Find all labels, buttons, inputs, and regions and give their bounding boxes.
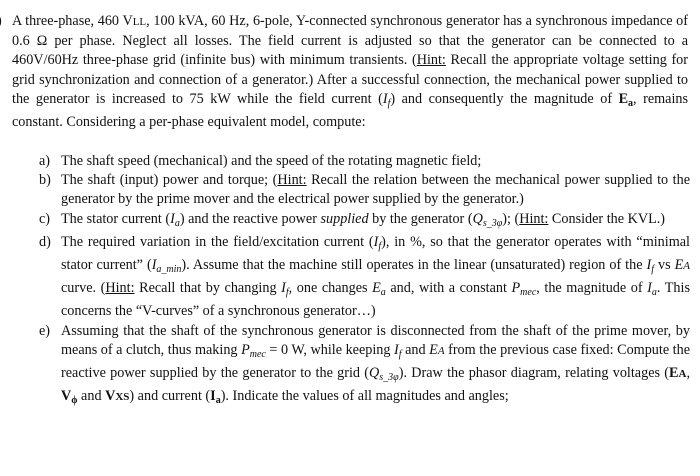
text-run: ). Assume that the machine still operates in the linear (unsaturated) region of the [181,257,647,274]
text-run: , remains constant. Considering a per-phase equivalent model, compute: [12,90,689,131]
text-run: , the magnitude of [536,280,648,297]
text-run: Recall the relation between the mechanical power supplied to the generator by the prime mover and the electrical power supplied by the generator.) [61,172,690,208]
text-run: Q [472,210,483,227]
text-run: , 100 kVA, 60 Hz, 6-pole, Y-connected synchronous generator has a synchronous impedance of 0.6 Ω per phase. Neglect all losses. The field current is adjusted so that the generator can be connected to a 460V/60Hz three-phase grid (infinite bus) with minimum transients. ( [12,13,688,69]
text-run: a [215,395,221,407]
text-run: supplied [320,210,369,227]
text-run: = 0 W, while keeping [265,341,395,358]
text-run: and [77,388,106,405]
text-run: I [646,257,652,274]
text-run: I [170,210,175,227]
text-run: ), in %, so that the generator operates with “minimal stator current” ( [61,233,690,274]
text-run: I [281,280,286,297]
text-run: f [387,97,391,109]
text-run: ); ( [502,210,520,227]
text-run: Hint: [519,210,549,227]
text-run: V [105,388,116,405]
text-run: by the generator ( [368,210,473,227]
text-run: E [669,365,679,382]
text-run: f [285,287,289,299]
text-run: Hint: [105,280,135,297]
text-run: mec [249,348,266,360]
question-item [39,171,690,209]
text-run: ) and consequently the magnitude of [390,90,619,107]
text-run: , [686,365,690,382]
question-label: b) [39,172,51,189]
text-run: Recall that by changing [134,280,282,297]
text-run: a [651,287,657,299]
text-run: Hint: [416,52,446,69]
text-run: f [398,348,402,360]
text-run: ). Indicate the values of all magnitudes and angles; [220,388,509,405]
intro-paragraph [0,12,688,132]
text-run: a [174,217,180,229]
text-run: V [61,388,72,405]
question-label: d) [39,233,51,250]
text-run: ) and current ( [129,388,211,405]
text-run: and, with a constant [385,280,512,297]
text-run: Consider the KVL.) [548,210,666,227]
cropped-number-marker [0,12,2,31]
text-run: Assuming that the shaft of the synchronous generator is disconnected from the shaft of the prime mover, by means of a clutch, thus making [61,322,690,358]
text-run: . This concerns the “V-curves” of a synchronous generator…) [61,280,690,320]
question-item [39,322,690,411]
text-run: I [373,233,379,250]
text-run: I [647,280,652,297]
question-label: a) [39,153,51,169]
text-run: The required variation in the field/excitation current ( [61,233,374,250]
question-label: e) [39,322,51,339]
question-item [39,152,690,171]
text-run: curve. ( [61,280,106,297]
text-run: Q [369,365,380,382]
question-list [39,152,690,410]
text-run: from the previous case fixed: Compute the reactive power supplied by the generator to the grid ( [61,341,691,382]
text-run: E [429,341,438,358]
problem-statement [0,12,688,132]
text-run: E [674,257,684,274]
text-run: and [401,341,430,358]
text-run: , one changes [288,280,373,297]
text-run: s_3φ [379,372,399,384]
text-run: I [151,257,157,274]
text-run: mec [520,287,537,299]
text-run: a [628,97,634,109]
text-run: a [380,287,386,299]
question-label: c) [39,210,51,227]
question-item [39,233,690,322]
text-run: ϕ [71,395,78,407]
text-run: The shaft (input) power and torque; ( [61,172,278,189]
text-run: LL [132,16,147,28]
text-run: E [372,280,381,297]
text-run: I [210,388,216,405]
text-run: A three-phase, 460 V [12,13,133,29]
text-run: ) and the reactive power [179,210,321,227]
text-run: Hint: [277,172,307,189]
text-run: A [437,344,445,357]
text-run: XS [115,391,130,404]
text-run: vs [654,257,675,274]
text-run: s_3φ [482,217,503,229]
text-run: I [382,90,388,107]
text-run: Recall the appropriate voltage setting for grid synchronization and connection of a generator.) After a successful connection, the mechanical power supplied to the generator is increased to 75 kW while the field current ( [12,52,688,107]
text-run: The stator current ( [61,210,171,227]
text-run: P [241,341,250,358]
text-run: The shaft speed (mechanical) and the speed of the rotating magnetic field; [61,153,482,169]
text-run: a_min [156,264,182,276]
text-run: ). Draw the phasor diagram, relating voltages ( [398,365,670,382]
text-run: E [618,90,629,107]
text-run: A [678,368,687,381]
text-run: f [651,264,655,276]
text-run: f [378,240,382,252]
question-item [39,210,690,233]
text-run: A [683,260,691,273]
text-run: P [511,280,521,297]
text-run: I [394,341,399,358]
